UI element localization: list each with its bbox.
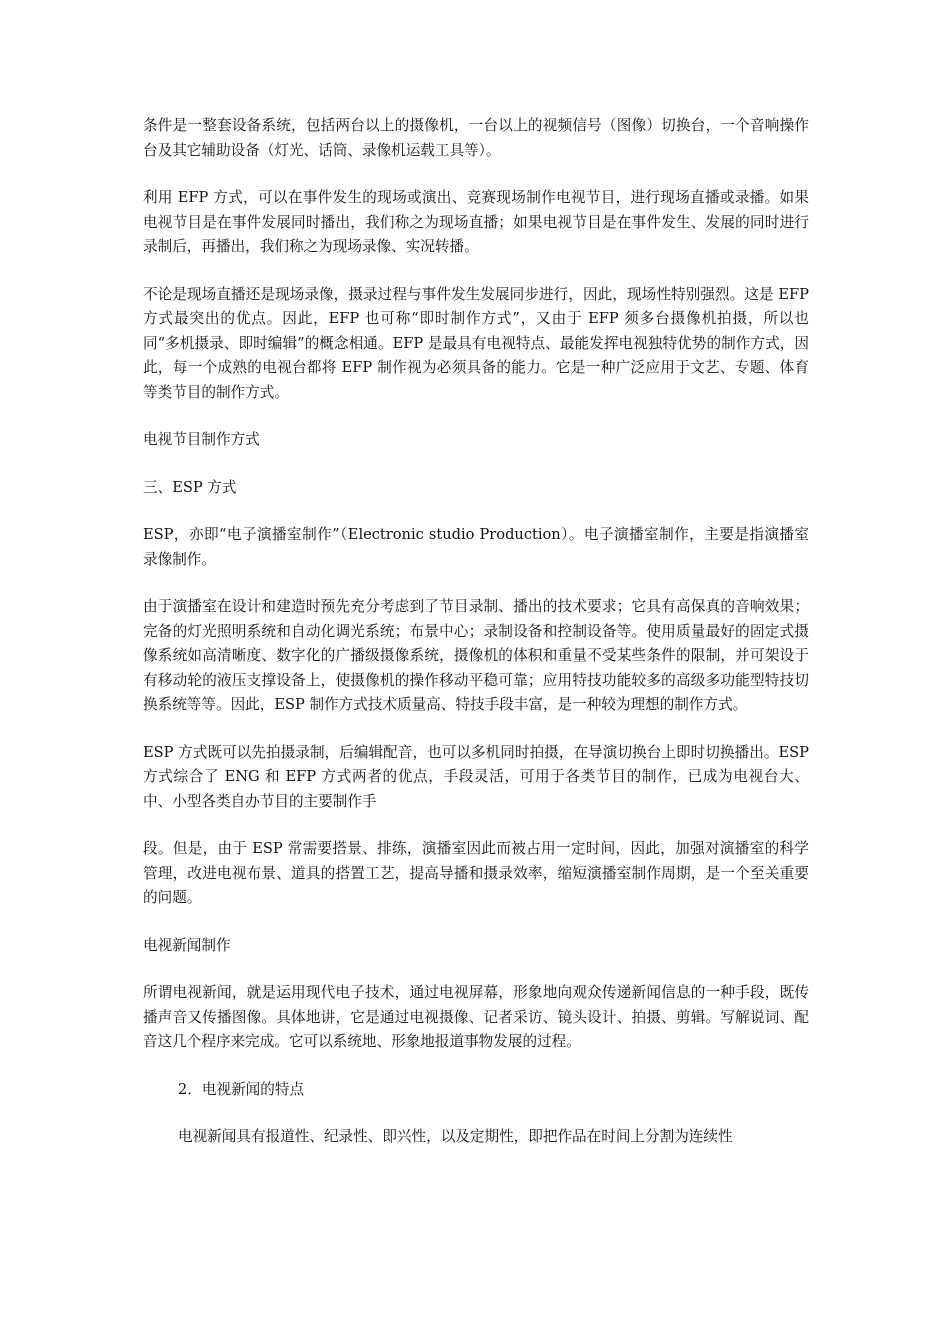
section-heading-tv-news: 电视新闻制作 [143, 936, 231, 954]
section-heading-production-methods: 电视节目制作方式 [143, 431, 260, 448]
paragraph-efp-conditions: 条件是一整套设备系统，包括两台以上的摄像机，一台以上的视频信号（图像）切换台，一个音响操作台及其它辅助设备（灯光、话筒、录像机运载工具等）。 [143, 117, 809, 159]
paragraph-esp-management: 段。但是，由于 ESP 常需要搭景、排练，演播室因此而被占用一定时间，因此，加强对演播室的科学管理，改进电视布景、道具的搭置工艺，提高导播和摄录效率，缩短演播室制作周期，是一个至关重要的问题。 [143, 840, 809, 906]
paragraph-tv-news-definition: 所谓电视新闻，就是运用现代电子技术，通过电视屏幕，形象地向观众传递新闻信息的一种手段，既传播声音又传播图像。具体地讲，它是通过电视摄像、记者采访、镜头设计、拍摄、剪辑。写解说词、配音这几个程序来完成。它可以系统地、形象地报道事物发展的过程。 [143, 984, 809, 1050]
paragraph-efp-live: 利用 EFP 方式，可以在事件发生的现场或演出、竞赛现场制作电视节目，进行现场直播或录播。如果电视节目是在事件发展同时播出，我们称之为现场直播；如果电视节目是在事件发生、发展的同时进行录制后，再播出，我们称之为现场录像、实况转播。 [143, 189, 809, 255]
paragraph-efp-advantages: 不论是现场直播还是现场录像，摄录过程与事件发生发展同步进行，因此，现场性特别强烈。这是 EFP 方式最突出的优点。因此，EFP 也可称“即时制作方式”，又由于 EFP 须多台摄像机拍摄，所以也同“多机摄录、即时编辑”的概念相通。EFP 是最具有电视特点、最能发挥电视独特优势的制作方式，因此，每一个成熟的电视台都将 EFP 制作视为必须具备的能力。它是一种广泛应用于文艺、专题、体育等类节目的制作方式。 [143, 285, 809, 401]
paragraph-esp-definition: ESP，亦即“电子演播室制作”（Electronic studio Production）。电子演播室制作，主要是指演播室录像制作。 [143, 526, 809, 568]
document-page [143, 114, 809, 1173]
paragraph-tv-news-features: 电视新闻具有报道性、纪录性、即兴性，以及定期性，即把作品在时间上分割为连续性 [178, 1128, 733, 1145]
paragraph-esp-studio: 由于演播室在设计和建造时预先充分考虑到了节目录制、播出的技术要求；它具有高保真的音响效果；完备的灯光照明系统和自动化调光系统；布景中心；录制设备和控制设备等。使用质量最好的固定式摄像系统如高清晰度、数字化的广播级摄像系统，摄像机的体积和重量不受某些条件的限制，并可架设于有移动轮的液压支撑设备上，使摄像机的操作移动平稳可靠；应用特技功能较多的高级多功能型特技切换系统等等。因此，ESP 制作方式技术质量高、特技手段丰富，是一种较为理想的制作方式。 [143, 598, 809, 713]
paragraph-esp-flexibility: ESP 方式既可以先拍摄录制，后编辑配音，也可以多机同时拍摄，在导演切换台上即时切换播出。ESP 方式综合了 ENG 和 EFP 方式两者的优点，手段灵活，可用于各类节目的制作，已成为电视台大、中、小型各类自办节目的主要制作手 [143, 743, 809, 810]
section-heading-esp: 三、ESP 方式 [143, 478, 237, 496]
subheading-tv-news-features: 2．电视新闻的特点 [178, 1080, 305, 1098]
